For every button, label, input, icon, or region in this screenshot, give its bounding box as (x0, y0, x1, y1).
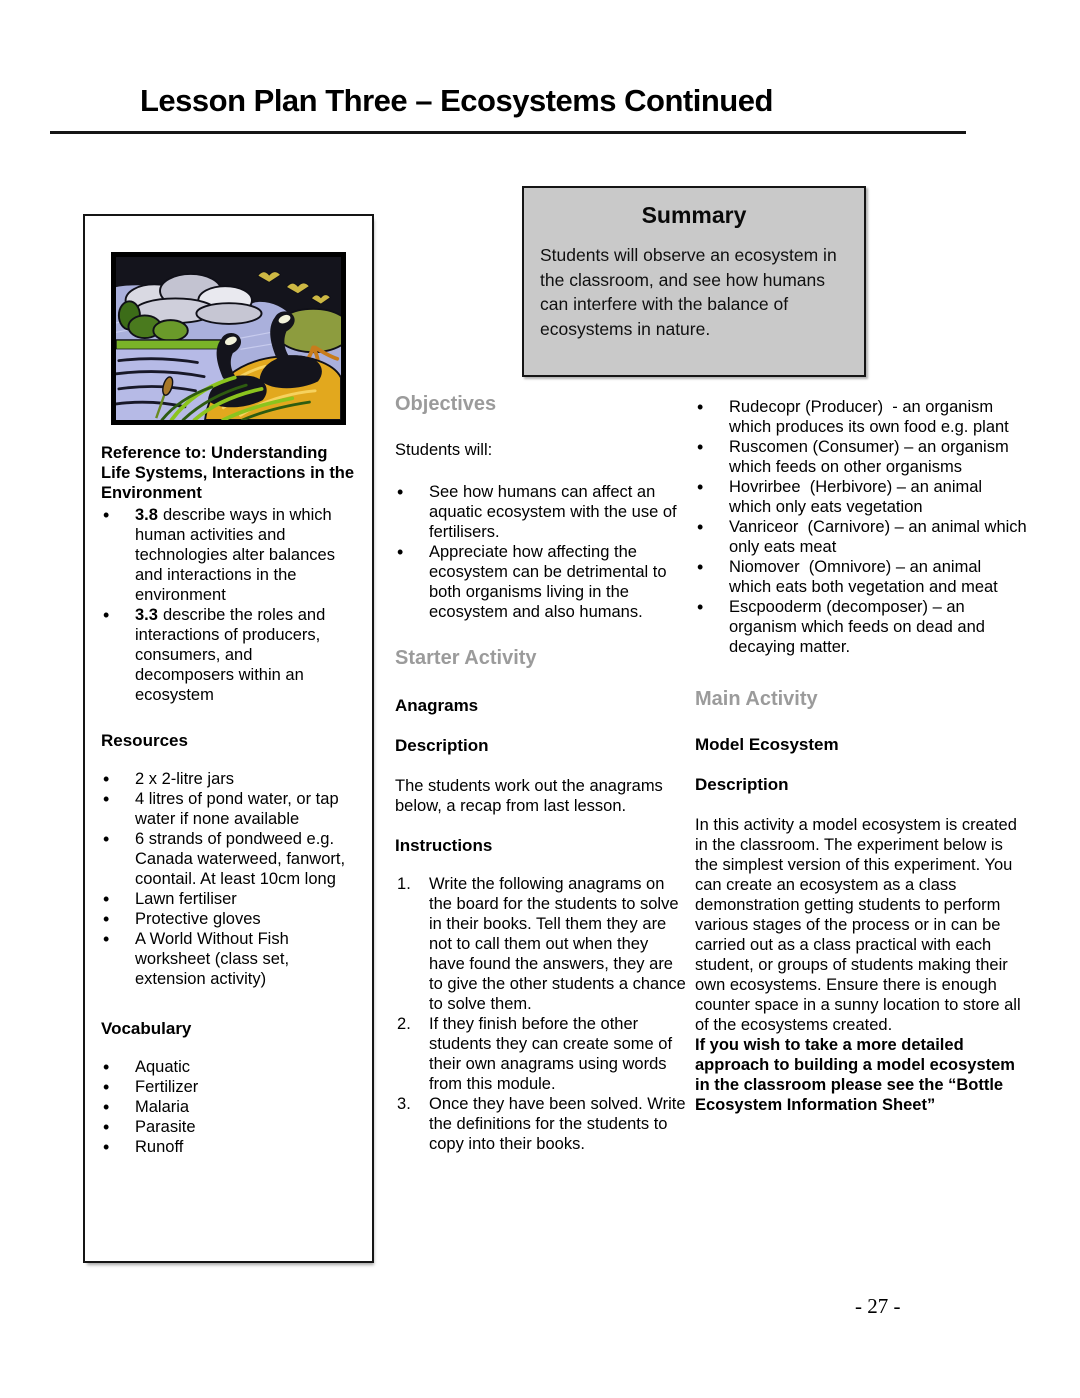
curriculum-text: describe the roles and interactions of producers, consumers, and decomposers within an ecosystem (135, 606, 326, 704)
resource-item: • Protective gloves (101, 909, 356, 929)
sidebar-box (83, 214, 374, 1263)
starter-description-text: The students work out the anagrams below, a recap from last lesson. (395, 777, 663, 815)
vocabulary-list (101, 1057, 356, 1157)
main-activity-note: If you wish to take a more detailed approach to building a model ecosystem in the classroom please see the “Bottle Ecosystem Information Sheet” (695, 1036, 1015, 1114)
starter-activity-heading: Starter Activity (395, 647, 537, 669)
reference-item (101, 605, 356, 705)
resource-item: • A World Without Fish worksheet (class set, extension activity) (101, 929, 356, 989)
anagram-item: • Hovrirbee (Herbivore) – an animal which only eats vegetation (695, 477, 1027, 517)
resources-heading: Resources (101, 731, 188, 750)
vocabulary-item: • Parasite (101, 1117, 356, 1137)
objective-item: • Appreciate how affecting the ecosystem can be detrimental to both organisms living in the ecosystem and also humans. (395, 542, 688, 622)
anagram-definitions-list (695, 397, 1032, 657)
curriculum-code: 3.3 (135, 606, 158, 624)
reference-list (101, 505, 356, 705)
summary-heading: Summary (641, 202, 747, 228)
middle-column (395, 392, 688, 1154)
instructions-list (395, 874, 688, 1154)
summary-text: Students will observe an ecosystem in the classroom, and see how humans can interfere with the balance of ecosystems in nature. (540, 245, 837, 339)
vocabulary-item: • Aquatic (101, 1057, 356, 1077)
anagram-item: • Rudecopr (Producer) - an organism which produces its own food e.g. plant (695, 397, 1027, 437)
page-title: Lesson Plan Three – Ecosystems Continued (140, 82, 773, 118)
objectives-intro: Students will: (395, 441, 493, 459)
main-description-heading: Description (695, 775, 789, 794)
objective-item: • See how humans can affect an aquatic ecosystem with the use of fertilisers. (395, 482, 688, 542)
resource-item: • 4 litres of pond water, or tap water if none available (101, 789, 356, 829)
anagram-item: • Niomover (Omnivore) – an animal which eats both vegetation and meat (695, 557, 1027, 597)
anagrams-heading: Anagrams (395, 696, 479, 715)
resources-list (101, 769, 356, 989)
vocabulary-item: • Malaria (101, 1097, 356, 1117)
objectives-heading: Objectives (395, 393, 497, 415)
title-divider (50, 131, 966, 134)
instructions-heading: Instructions (395, 836, 493, 855)
pond-geese-illustration (111, 252, 346, 425)
starter-description-heading: Description (395, 736, 489, 755)
reference-item (101, 505, 356, 605)
main-activity-heading: Main Activity (695, 688, 818, 710)
instruction-step: If they finish before the other students they can create some of their own anagrams using words from this module. (429, 1015, 673, 1093)
summary-box (522, 186, 866, 377)
vocabulary-heading: Vocabulary (101, 1019, 192, 1038)
resource-item: • 6 strands of pondweed e.g. Canada waterweed, fanwort, coontail. At least 10cm long (101, 829, 356, 889)
instruction-step: Write the following anagrams on the board for the students to solve in their books. Tell them they are not to call them out when they have found the answers, they are to give the other students a chance to solve them. (429, 875, 686, 1013)
resource-item: • Lawn fertiliser (101, 889, 356, 909)
instruction-step: Once they have been solved. Write the definitions for the students to copy into their books. (429, 1095, 686, 1153)
vocabulary-item: • Fertilizer (101, 1077, 356, 1097)
anagram-item: • Ruscomen (Consumer) – an organism which feeds on other organisms (695, 437, 1027, 477)
right-column (695, 395, 1032, 1115)
main-activity-text: In this activity a model ecosystem is created in the classroom. The experiment below is the simplest version of this experiment. You can create an ecosystem as a class demonstration getting students to perform various stages of the process or in can be carried out as a class practical with each student, or groups of students making their own ecosystems. Ensure there is enough counter space in a sunny location to store all of the ecosystems created. (695, 816, 1021, 1034)
model-ecosystem-heading: Model Ecosystem (695, 735, 839, 754)
anagram-item: • Vanriceor (Carnivore) – an animal which only eats meat (695, 517, 1027, 557)
resource-item: • 2 x 2-litre jars (101, 769, 356, 789)
reference-heading: Reference to: Understanding Life Systems, Interactions in the Environment (101, 444, 355, 502)
anagram-item: • Escpooderm (decomposer) – an organism which feeds on dead and decaying matter. (695, 597, 1027, 657)
vocabulary-item: • Runoff (101, 1137, 356, 1157)
page-number: - 27 - (855, 1294, 901, 1318)
pond-scene-graphic (116, 257, 341, 420)
curriculum-code: 3.8 (135, 506, 158, 524)
curriculum-text: describe ways in which human activities and technologies alter balances and interactions in the environment (135, 506, 335, 604)
objectives-list (395, 482, 688, 622)
